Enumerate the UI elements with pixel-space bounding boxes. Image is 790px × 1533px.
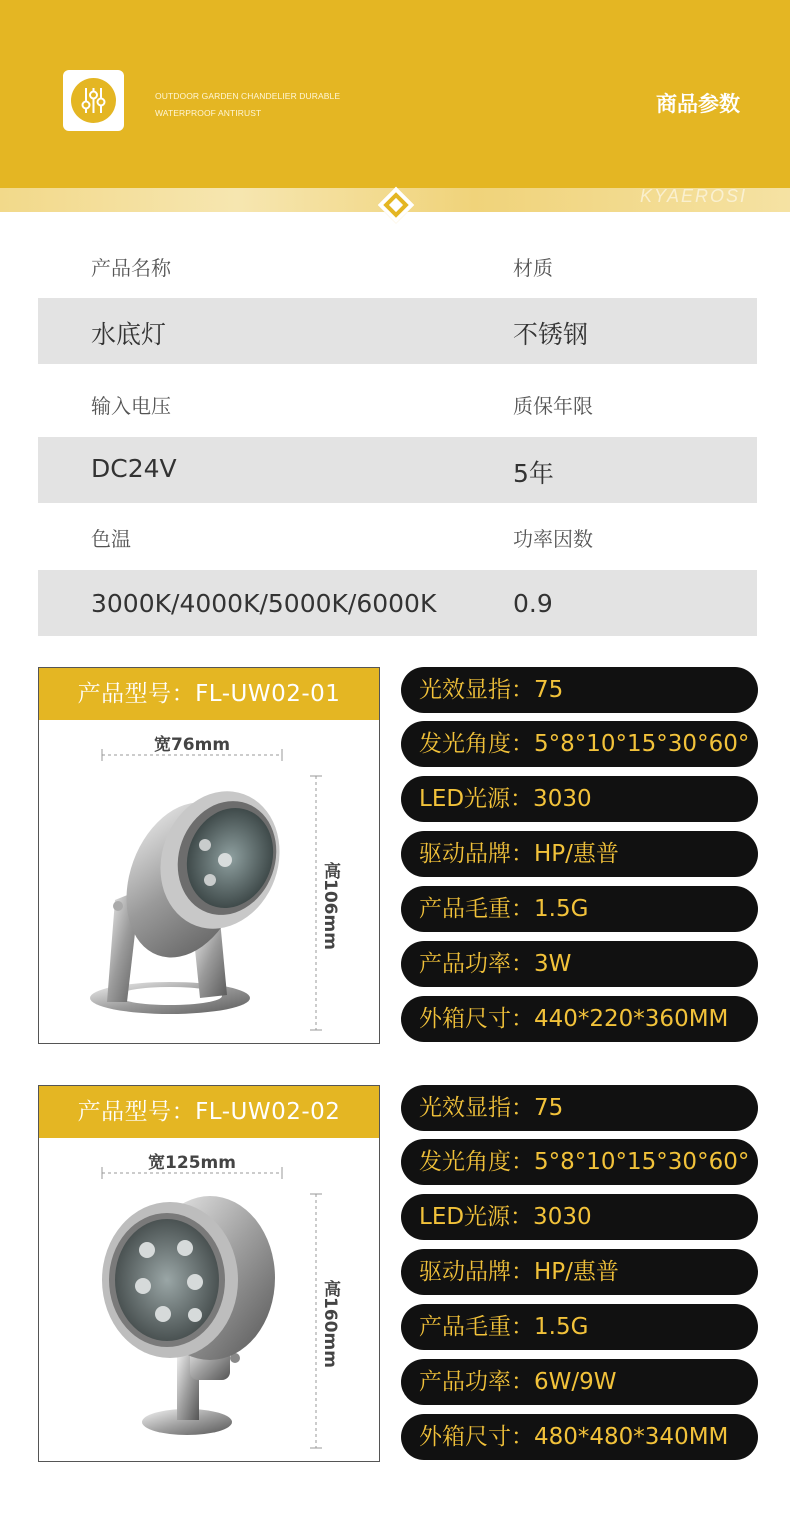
spec-pill: 产品毛重：1.5G [401, 886, 758, 932]
height-dimension-label: 高160mm [320, 1280, 340, 1368]
brand-logo [63, 70, 124, 131]
tagline-line-2: WATERPROOF ANTIRUST [155, 108, 262, 118]
spec-pill: 产品毛重：1.5G [401, 1304, 758, 1350]
spec-pill: LED光源：3030 [401, 1194, 758, 1240]
spec-pill: 外箱尺寸：440*220*360MM [401, 996, 758, 1042]
header-tagline [155, 88, 395, 122]
spec-value-power-factor: 0.9 [513, 589, 553, 618]
spec-value-color-temp: 3000K/4000K/5000K/6000K [91, 589, 437, 618]
spec-value-material: 不锈钢 [513, 320, 589, 349]
width-dimension-label: 宽125mm [148, 1153, 236, 1173]
spec-pill: 产品功率：3W [401, 941, 758, 987]
spec-label-power-factor: 功率因数 [513, 527, 593, 551]
spec-label-material: 材质 [513, 256, 553, 280]
model-title: 产品型号：FL-UW02-02 [39, 1086, 379, 1138]
spec-pill: 光效显指：75 [401, 667, 758, 713]
spec-label-name: 产品名称 [91, 256, 171, 280]
spec-pill: 发光角度：5°8°10°15°30°60° [401, 721, 758, 767]
watermark-text: KYAEROSI [640, 186, 748, 206]
model-title: 产品型号：FL-UW02-01 [39, 668, 379, 720]
spec-pill: 驱动品牌：HP/惠普 [401, 1249, 758, 1295]
spec-label-warranty: 质保年限 [513, 394, 593, 418]
spec-pill: 外箱尺寸：480*480*340MM [401, 1414, 758, 1460]
spec-pill: 驱动品牌：HP/惠普 [401, 831, 758, 877]
slider-controls-icon [71, 78, 116, 123]
spec-pill: 光效显指：75 [401, 1085, 758, 1131]
spotlight-product-image-2 [95, 1190, 315, 1450]
spec-pill: LED光源：3030 [401, 776, 758, 822]
spotlight-product-image-1 [85, 770, 305, 1030]
width-dimension-label: 宽76mm [153, 735, 231, 755]
spec-pill: 产品功率：6W/9W [401, 1359, 758, 1405]
spec-value-name: 水底灯 [91, 320, 167, 349]
spec-pill: 发光角度：5°8°10°15°30°60° [401, 1139, 758, 1185]
tagline-line-1: OUTDOOR GARDEN CHANDELIER DURABLE [155, 91, 341, 101]
spec-value-voltage: DC24V [91, 454, 177, 483]
page-title: 商品参数 [656, 92, 740, 116]
height-dimension-label: 高106mm [320, 862, 340, 950]
spec-value-warranty: 5年 [513, 459, 554, 488]
spec-label-color-temp: 色温 [91, 527, 131, 551]
spec-label-voltage: 输入电压 [91, 394, 171, 418]
